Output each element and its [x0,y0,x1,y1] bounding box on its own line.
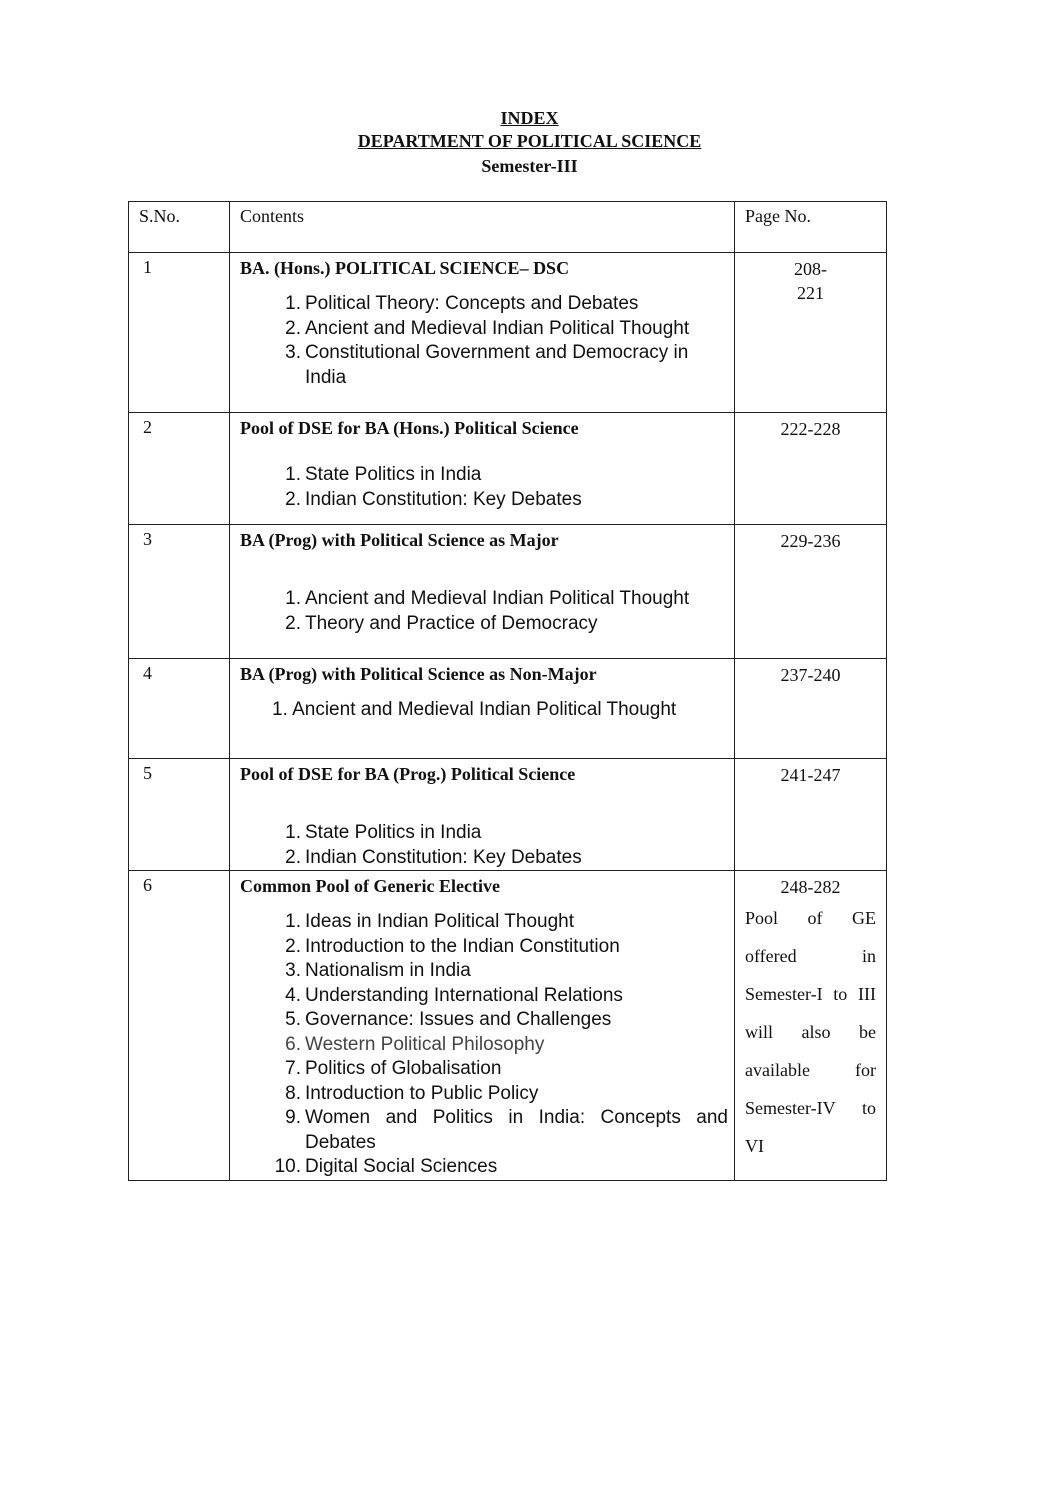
row-sno: 5 [129,759,230,871]
column-header-contents: Contents [230,202,735,253]
row-contents [230,871,735,1181]
column-header-sno: S.No. [129,202,230,253]
column-header-page: Page No. [735,202,887,253]
course-list [230,292,734,390]
list-item: 2. Ancient and Medieval Indian Political Thought [285,317,690,339]
list-item: 1. Ancient and Medieval Indian Political Thought [285,588,690,609]
list-item: 3. Constitutional Government and Democracy in India [285,342,689,388]
course-list [230,910,734,1180]
table-row [129,253,887,413]
table-header-row [129,202,887,253]
course-list [230,821,734,870]
list-item: 9. Women and Politics in India: Concepts and Debates [285,1107,728,1153]
course-list [230,698,734,723]
row-pages: 237-240 [735,659,887,759]
row-title: Pool of DSE for BA (Prog.) Political Science [240,764,576,784]
row-title: BA. (Hons.) POLITICAL SCIENCE– DSC [240,258,570,278]
row-pages-cell [735,871,887,1181]
list-item: 3. Nationalism in India [285,960,471,981]
row-contents [230,759,735,871]
course-list [230,587,734,636]
row-title: Pool of DSE for BA (Hons.) Political Science [240,418,579,438]
table-row [129,659,887,759]
row-title: BA (Prog) with Political Science as Major [240,530,559,550]
list-item: 1. Ideas in Indian Political Thought [285,911,574,932]
row-contents [230,253,735,413]
table-row [129,525,887,659]
row-pages: 229-236 [735,525,887,659]
list-item: 1. Political Theory: Concepts and Debates [285,293,639,314]
ge-note: Pool of GE offered in Semester-I to III will also be available for Semester-IV to VI [745,908,876,1156]
row-pages: 241-247 [735,759,887,871]
index-table [128,201,887,1181]
row-sno: 6 [129,871,230,1181]
table-row [129,871,887,1181]
row-title: Common Pool of Generic Elective [240,876,500,896]
row-pages: 248-282 [780,877,841,897]
list-item: 8. Introduction to Public Policy [285,1082,539,1104]
row-sno: 1 [129,253,230,413]
row-sno: 2 [129,413,230,525]
row-sno: 3 [129,525,230,659]
table-row [129,413,887,525]
list-item: 1. State Politics in India [285,464,482,485]
table-row [129,759,887,871]
list-item: 1. Ancient and Medieval Indian Political Thought [272,699,677,720]
list-item: 1. State Politics in India [285,822,482,843]
list-item: 2. Indian Constitution: Key Debates [285,488,582,510]
list-item: 7. Politics of Globalisation [285,1058,502,1079]
row-contents [230,413,735,525]
row-pages: 208- 221 [735,253,887,413]
row-contents [230,525,735,659]
list-item: 2. Introduction to the Indian Constitution [285,935,620,957]
list-item: 6. Western Political Philosophy [285,1033,545,1055]
row-contents [230,659,735,759]
row-sno: 4 [129,659,230,759]
index-title: INDEX [500,108,559,128]
list-item: 10. Digital Social Sciences [274,1156,498,1177]
department-title: DEPARTMENT OF POLITICAL SCIENCE [357,131,702,151]
list-item: 4. Understanding International Relations [285,984,623,1006]
list-item: 2. Indian Constitution: Key Debates [285,846,582,868]
row-pages: 222-228 [735,413,887,525]
list-item: 2. Theory and Practice of Democracy [285,612,598,634]
course-list [230,463,734,512]
semester-title: Semester-III [481,156,578,176]
list-item: 5. Governance: Issues and Challenges [285,1009,612,1030]
row-title: BA (Prog) with Political Science as Non-Major [240,664,597,684]
